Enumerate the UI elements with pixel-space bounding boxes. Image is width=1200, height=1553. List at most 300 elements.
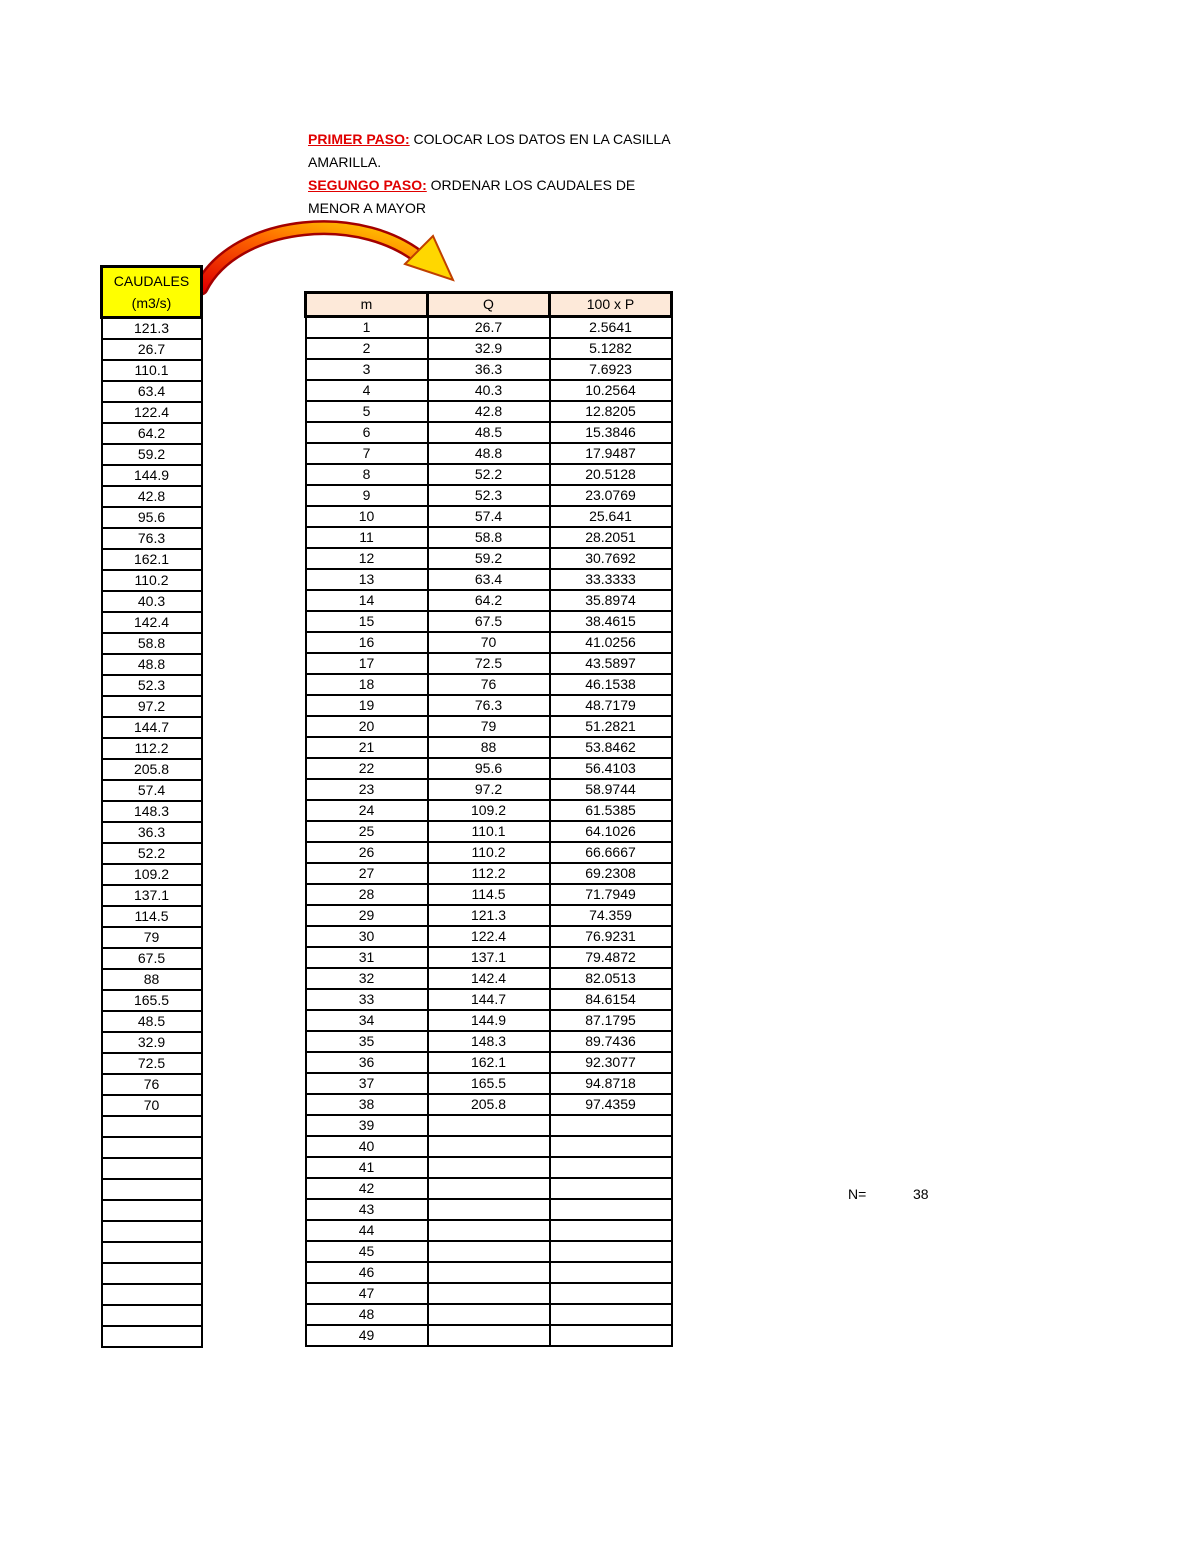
flows-header-line2: (m3/s)	[131, 295, 172, 311]
table-row	[306, 506, 672, 527]
flow-row	[102, 465, 202, 486]
flow-row	[102, 591, 202, 612]
flow-cell[interactable]: 72.5	[102, 1053, 202, 1074]
rank-cell: 34	[306, 1010, 428, 1031]
q-cell	[428, 1178, 550, 1199]
q-cell: 36.3	[428, 359, 550, 380]
flow-row	[102, 528, 202, 549]
rank-cell: 12	[306, 548, 428, 569]
rank-cell: 46	[306, 1262, 428, 1283]
flow-row	[102, 1032, 202, 1053]
flow-row	[102, 360, 202, 381]
percent-cell: 30.7692	[550, 548, 672, 569]
table-row	[306, 1136, 672, 1157]
percent-cell: 51.2821	[550, 716, 672, 737]
step2-label: SEGUNGO PASO:	[308, 177, 427, 193]
table-row	[306, 716, 672, 737]
percent-cell: 2.5641	[550, 317, 672, 339]
table-row	[306, 821, 672, 842]
percent-cell	[550, 1199, 672, 1220]
rank-cell: 21	[306, 737, 428, 758]
header-q: Q	[428, 293, 550, 317]
flow-row	[102, 1158, 202, 1179]
table-row	[306, 1241, 672, 1262]
flow-row	[102, 864, 202, 885]
table-row	[306, 1304, 672, 1325]
rank-cell: 2	[306, 338, 428, 359]
percent-cell: 7.6923	[550, 359, 672, 380]
flow-cell[interactable]: 110.2	[102, 570, 202, 591]
rank-cell: 4	[306, 380, 428, 401]
table-row	[306, 842, 672, 863]
q-cell: 48.5	[428, 422, 550, 443]
flow-cell[interactable]: 97.2	[102, 696, 202, 717]
flow-row	[102, 1053, 202, 1074]
rank-cell: 25	[306, 821, 428, 842]
flow-cell[interactable]	[102, 1242, 202, 1263]
table-row	[306, 1031, 672, 1052]
flow-row	[102, 801, 202, 822]
flow-cell[interactable]: 52.2	[102, 843, 202, 864]
percent-cell: 82.0513	[550, 968, 672, 989]
percent-cell: 74.359	[550, 905, 672, 926]
flow-row	[102, 696, 202, 717]
rank-cell: 31	[306, 947, 428, 968]
flow-row	[102, 717, 202, 738]
q-cell: 57.4	[428, 506, 550, 527]
table-row	[306, 1010, 672, 1031]
flow-row	[102, 654, 202, 675]
flow-cell[interactable]: 95.6	[102, 507, 202, 528]
flow-cell[interactable]: 122.4	[102, 402, 202, 423]
table-row	[306, 485, 672, 506]
flow-cell[interactable]: 79	[102, 927, 202, 948]
table-row	[306, 758, 672, 779]
flow-cell[interactable]: 137.1	[102, 885, 202, 906]
flow-row	[102, 1242, 202, 1263]
flow-row	[102, 402, 202, 423]
rank-cell: 37	[306, 1073, 428, 1094]
flow-cell[interactable]	[102, 1305, 202, 1326]
flow-cell[interactable]: 59.2	[102, 444, 202, 465]
flow-row	[102, 1137, 202, 1158]
flow-row	[102, 738, 202, 759]
q-cell	[428, 1262, 550, 1283]
flow-row	[102, 822, 202, 843]
q-cell: 76	[428, 674, 550, 695]
table-row	[306, 1157, 672, 1178]
percent-cell: 10.2564	[550, 380, 672, 401]
flow-row	[102, 318, 202, 340]
flow-cell[interactable]: 88	[102, 969, 202, 990]
table-row	[306, 611, 672, 632]
percent-cell	[550, 1283, 672, 1304]
percent-cell: 17.9487	[550, 443, 672, 464]
flow-row	[102, 759, 202, 780]
flow-cell[interactable]: 48.5	[102, 1011, 202, 1032]
percent-cell: 97.4359	[550, 1094, 672, 1115]
percent-cell	[550, 1220, 672, 1241]
flow-cell[interactable]	[102, 1158, 202, 1179]
q-cell: 40.3	[428, 380, 550, 401]
q-cell: 67.5	[428, 611, 550, 632]
flow-cell[interactable]: 76.3	[102, 528, 202, 549]
flow-cell[interactable]	[102, 1116, 202, 1137]
rank-cell: 22	[306, 758, 428, 779]
flow-row	[102, 423, 202, 444]
table-row	[306, 422, 672, 443]
rank-cell: 24	[306, 800, 428, 821]
percent-cell	[550, 1304, 672, 1325]
table-row	[306, 1094, 672, 1115]
q-cell: 42.8	[428, 401, 550, 422]
step1-text: COLOCAR LOS DATOS EN LA CASILLA AMARILLA.	[308, 131, 670, 170]
flow-cell[interactable]: 76	[102, 1074, 202, 1095]
flow-cell[interactable]: 142.4	[102, 612, 202, 633]
percent-cell: 33.3333	[550, 569, 672, 590]
percent-cell: 48.7179	[550, 695, 672, 716]
table-row	[306, 674, 672, 695]
table-row	[306, 1199, 672, 1220]
flow-cell[interactable]	[102, 1179, 202, 1200]
rank-cell: 26	[306, 842, 428, 863]
flows-header-line1: CAUDALES	[113, 273, 190, 289]
flow-cell[interactable]	[102, 1221, 202, 1242]
flow-cell[interactable]	[102, 1284, 202, 1305]
flow-row	[102, 1116, 202, 1137]
flow-cell[interactable]: 144.7	[102, 717, 202, 738]
rank-cell: 16	[306, 632, 428, 653]
flow-cell[interactable]	[102, 1263, 202, 1284]
percent-cell: 12.8205	[550, 401, 672, 422]
flow-cell[interactable]: 70	[102, 1095, 202, 1116]
table-row	[306, 317, 672, 339]
flow-cell[interactable]: 42.8	[102, 486, 202, 507]
rank-cell: 9	[306, 485, 428, 506]
flow-cell[interactable]: 57.4	[102, 780, 202, 801]
percent-cell: 76.9231	[550, 926, 672, 947]
percent-cell	[550, 1178, 672, 1199]
percent-cell	[550, 1262, 672, 1283]
flow-cell[interactable]: 148.3	[102, 801, 202, 822]
q-cell: 76.3	[428, 695, 550, 716]
q-cell: 64.2	[428, 590, 550, 611]
table-row	[306, 653, 672, 674]
count-label: N=	[848, 1186, 867, 1202]
q-cell	[428, 1325, 550, 1346]
q-cell: 59.2	[428, 548, 550, 569]
rank-cell: 35	[306, 1031, 428, 1052]
flow-row	[102, 381, 202, 402]
flow-row	[102, 675, 202, 696]
rank-cell: 28	[306, 884, 428, 905]
flow-cell[interactable]	[102, 1326, 202, 1347]
header-100xp: 100 x P	[550, 293, 672, 317]
flow-row	[102, 1305, 202, 1326]
q-cell: 110.2	[428, 842, 550, 863]
percent-cell: 71.7949	[550, 884, 672, 905]
flow-cell[interactable]: 109.2	[102, 864, 202, 885]
flow-row	[102, 339, 202, 360]
rank-cell: 40	[306, 1136, 428, 1157]
flow-row	[102, 1074, 202, 1095]
table-row	[306, 884, 672, 905]
flow-cell[interactable]: 165.5	[102, 990, 202, 1011]
table-row	[306, 401, 672, 422]
flow-row	[102, 570, 202, 591]
percent-cell: 89.7436	[550, 1031, 672, 1052]
percent-cell: 53.8462	[550, 737, 672, 758]
q-cell	[428, 1136, 550, 1157]
percent-cell: 5.1282	[550, 338, 672, 359]
flow-row	[102, 507, 202, 528]
table-row	[306, 800, 672, 821]
percent-cell: 43.5897	[550, 653, 672, 674]
flows-input-table	[100, 265, 203, 1348]
q-cell	[428, 1199, 550, 1220]
percent-cell: 87.1795	[550, 1010, 672, 1031]
table-row	[306, 863, 672, 884]
table-row	[306, 464, 672, 485]
q-cell: 137.1	[428, 947, 550, 968]
flow-cell[interactable]: 36.3	[102, 822, 202, 843]
q-cell: 32.9	[428, 338, 550, 359]
percent-cell: 79.4872	[550, 947, 672, 968]
percent-cell: 20.5128	[550, 464, 672, 485]
rank-cell: 14	[306, 590, 428, 611]
q-cell: 142.4	[428, 968, 550, 989]
q-cell: 70	[428, 632, 550, 653]
rank-cell: 45	[306, 1241, 428, 1262]
q-cell: 122.4	[428, 926, 550, 947]
flow-row	[102, 1326, 202, 1347]
rank-cell: 30	[306, 926, 428, 947]
q-cell: 144.7	[428, 989, 550, 1010]
q-cell	[428, 1115, 550, 1136]
flow-cell[interactable]: 40.3	[102, 591, 202, 612]
percent-cell: 56.4103	[550, 758, 672, 779]
percent-cell: 94.8718	[550, 1073, 672, 1094]
table-row	[306, 947, 672, 968]
table-row	[306, 443, 672, 464]
header-m: m	[306, 293, 428, 317]
table-row	[306, 632, 672, 653]
rank-cell: 3	[306, 359, 428, 380]
step1-label: PRIMER PASO:	[308, 131, 410, 147]
rank-cell: 36	[306, 1052, 428, 1073]
flow-cell[interactable]: 110.1	[102, 360, 202, 381]
q-cell: 97.2	[428, 779, 550, 800]
q-cell: 148.3	[428, 1031, 550, 1052]
table-row	[306, 359, 672, 380]
flow-row	[102, 969, 202, 990]
table-row	[306, 779, 672, 800]
q-cell: 52.3	[428, 485, 550, 506]
rank-cell: 43	[306, 1199, 428, 1220]
rank-cell: 48	[306, 1304, 428, 1325]
rank-cell: 47	[306, 1283, 428, 1304]
rank-cell: 38	[306, 1094, 428, 1115]
rank-cell: 29	[306, 905, 428, 926]
flow-row	[102, 1095, 202, 1116]
percent-cell: 23.0769	[550, 485, 672, 506]
table-row	[306, 527, 672, 548]
q-cell: 205.8	[428, 1094, 550, 1115]
percent-cell: 38.4615	[550, 611, 672, 632]
q-cell: 109.2	[428, 800, 550, 821]
flow-row	[102, 549, 202, 570]
flow-cell[interactable]: 58.8	[102, 633, 202, 654]
flows-header	[102, 267, 202, 318]
q-cell: 165.5	[428, 1073, 550, 1094]
rank-cell: 7	[306, 443, 428, 464]
flow-row	[102, 780, 202, 801]
flow-row	[102, 927, 202, 948]
table-row	[306, 1178, 672, 1199]
flow-cell[interactable]: 52.3	[102, 675, 202, 696]
rank-cell: 19	[306, 695, 428, 716]
q-cell: 88	[428, 737, 550, 758]
rank-cell: 32	[306, 968, 428, 989]
table-row	[306, 569, 672, 590]
flow-row	[102, 1011, 202, 1032]
q-cell: 110.1	[428, 821, 550, 842]
q-cell: 26.7	[428, 317, 550, 339]
table-row	[306, 548, 672, 569]
q-cell: 162.1	[428, 1052, 550, 1073]
table-row	[306, 380, 672, 401]
percent-cell: 84.6154	[550, 989, 672, 1010]
flow-cell[interactable]: 67.5	[102, 948, 202, 969]
flow-row	[102, 633, 202, 654]
table-row	[306, 1073, 672, 1094]
table-row	[306, 737, 672, 758]
flow-cell[interactable]	[102, 1200, 202, 1221]
flow-cell[interactable]: 114.5	[102, 906, 202, 927]
percent-cell: 41.0256	[550, 632, 672, 653]
flow-row	[102, 1263, 202, 1284]
flow-cell[interactable]: 32.9	[102, 1032, 202, 1053]
q-cell: 144.9	[428, 1010, 550, 1031]
percent-cell: 64.1026	[550, 821, 672, 842]
q-cell	[428, 1241, 550, 1262]
flow-cell[interactable]: 64.2	[102, 423, 202, 444]
q-cell	[428, 1157, 550, 1178]
percent-cell: 69.2308	[550, 863, 672, 884]
rank-cell: 8	[306, 464, 428, 485]
rank-cell: 44	[306, 1220, 428, 1241]
step2-text: ORDENAR LOS CAUDALES DE MENOR A MAYOR	[308, 177, 636, 216]
percent-cell	[550, 1115, 672, 1136]
flow-row	[102, 948, 202, 969]
rank-cell: 39	[306, 1115, 428, 1136]
flow-cell[interactable]: 205.8	[102, 759, 202, 780]
table-row	[306, 968, 672, 989]
q-cell: 63.4	[428, 569, 550, 590]
percent-cell: 66.6667	[550, 842, 672, 863]
table-row	[306, 989, 672, 1010]
rank-cell: 6	[306, 422, 428, 443]
percent-cell: 46.1538	[550, 674, 672, 695]
rank-cell: 11	[306, 527, 428, 548]
flow-cell[interactable]: 48.8	[102, 654, 202, 675]
q-cell: 48.8	[428, 443, 550, 464]
table-row	[306, 695, 672, 716]
rank-cell: 18	[306, 674, 428, 695]
flow-cell[interactable]: 112.2	[102, 738, 202, 759]
q-cell: 52.2	[428, 464, 550, 485]
q-cell: 95.6	[428, 758, 550, 779]
q-cell: 112.2	[428, 863, 550, 884]
q-cell: 79	[428, 716, 550, 737]
flow-cell[interactable]: 144.9	[102, 465, 202, 486]
count-value: 38	[913, 1186, 929, 1202]
rank-cell: 10	[306, 506, 428, 527]
rank-cell: 13	[306, 569, 428, 590]
flow-cell[interactable]: 63.4	[102, 381, 202, 402]
table-row	[306, 905, 672, 926]
rank-cell: 5	[306, 401, 428, 422]
rank-cell: 33	[306, 989, 428, 1010]
flow-row	[102, 486, 202, 507]
flow-cell[interactable]: 26.7	[102, 339, 202, 360]
flow-row	[102, 1284, 202, 1305]
flow-row	[102, 1200, 202, 1221]
rank-cell: 20	[306, 716, 428, 737]
rank-cell: 42	[306, 1178, 428, 1199]
flow-cell[interactable]: 121.3	[102, 318, 202, 340]
percent-cell	[550, 1241, 672, 1262]
percent-cell: 28.2051	[550, 527, 672, 548]
flow-row	[102, 612, 202, 633]
q-cell	[428, 1220, 550, 1241]
ordered-flows-table	[304, 291, 673, 1347]
percent-cell	[550, 1325, 672, 1346]
q-cell: 58.8	[428, 527, 550, 548]
flow-cell[interactable]: 162.1	[102, 549, 202, 570]
table-row	[306, 1325, 672, 1346]
percent-cell: 61.5385	[550, 800, 672, 821]
table-row	[306, 1262, 672, 1283]
flow-row	[102, 1221, 202, 1242]
rank-cell: 1	[306, 317, 428, 339]
rank-cell: 49	[306, 1325, 428, 1346]
q-cell: 114.5	[428, 884, 550, 905]
flow-row	[102, 906, 202, 927]
percent-cell	[550, 1136, 672, 1157]
percent-cell	[550, 1157, 672, 1178]
q-cell: 121.3	[428, 905, 550, 926]
flow-row	[102, 1179, 202, 1200]
table-row	[306, 590, 672, 611]
flow-row	[102, 885, 202, 906]
percent-cell: 15.3846	[550, 422, 672, 443]
q-cell: 72.5	[428, 653, 550, 674]
rank-cell: 17	[306, 653, 428, 674]
table-row	[306, 1115, 672, 1136]
flow-row	[102, 444, 202, 465]
table-row	[306, 926, 672, 947]
table-row	[306, 1052, 672, 1073]
flow-cell[interactable]	[102, 1137, 202, 1158]
rank-cell: 27	[306, 863, 428, 884]
q-cell	[428, 1283, 550, 1304]
table-row	[306, 1283, 672, 1304]
rank-cell: 15	[306, 611, 428, 632]
percent-cell: 92.3077	[550, 1052, 672, 1073]
flow-row	[102, 843, 202, 864]
percent-cell: 25.641	[550, 506, 672, 527]
